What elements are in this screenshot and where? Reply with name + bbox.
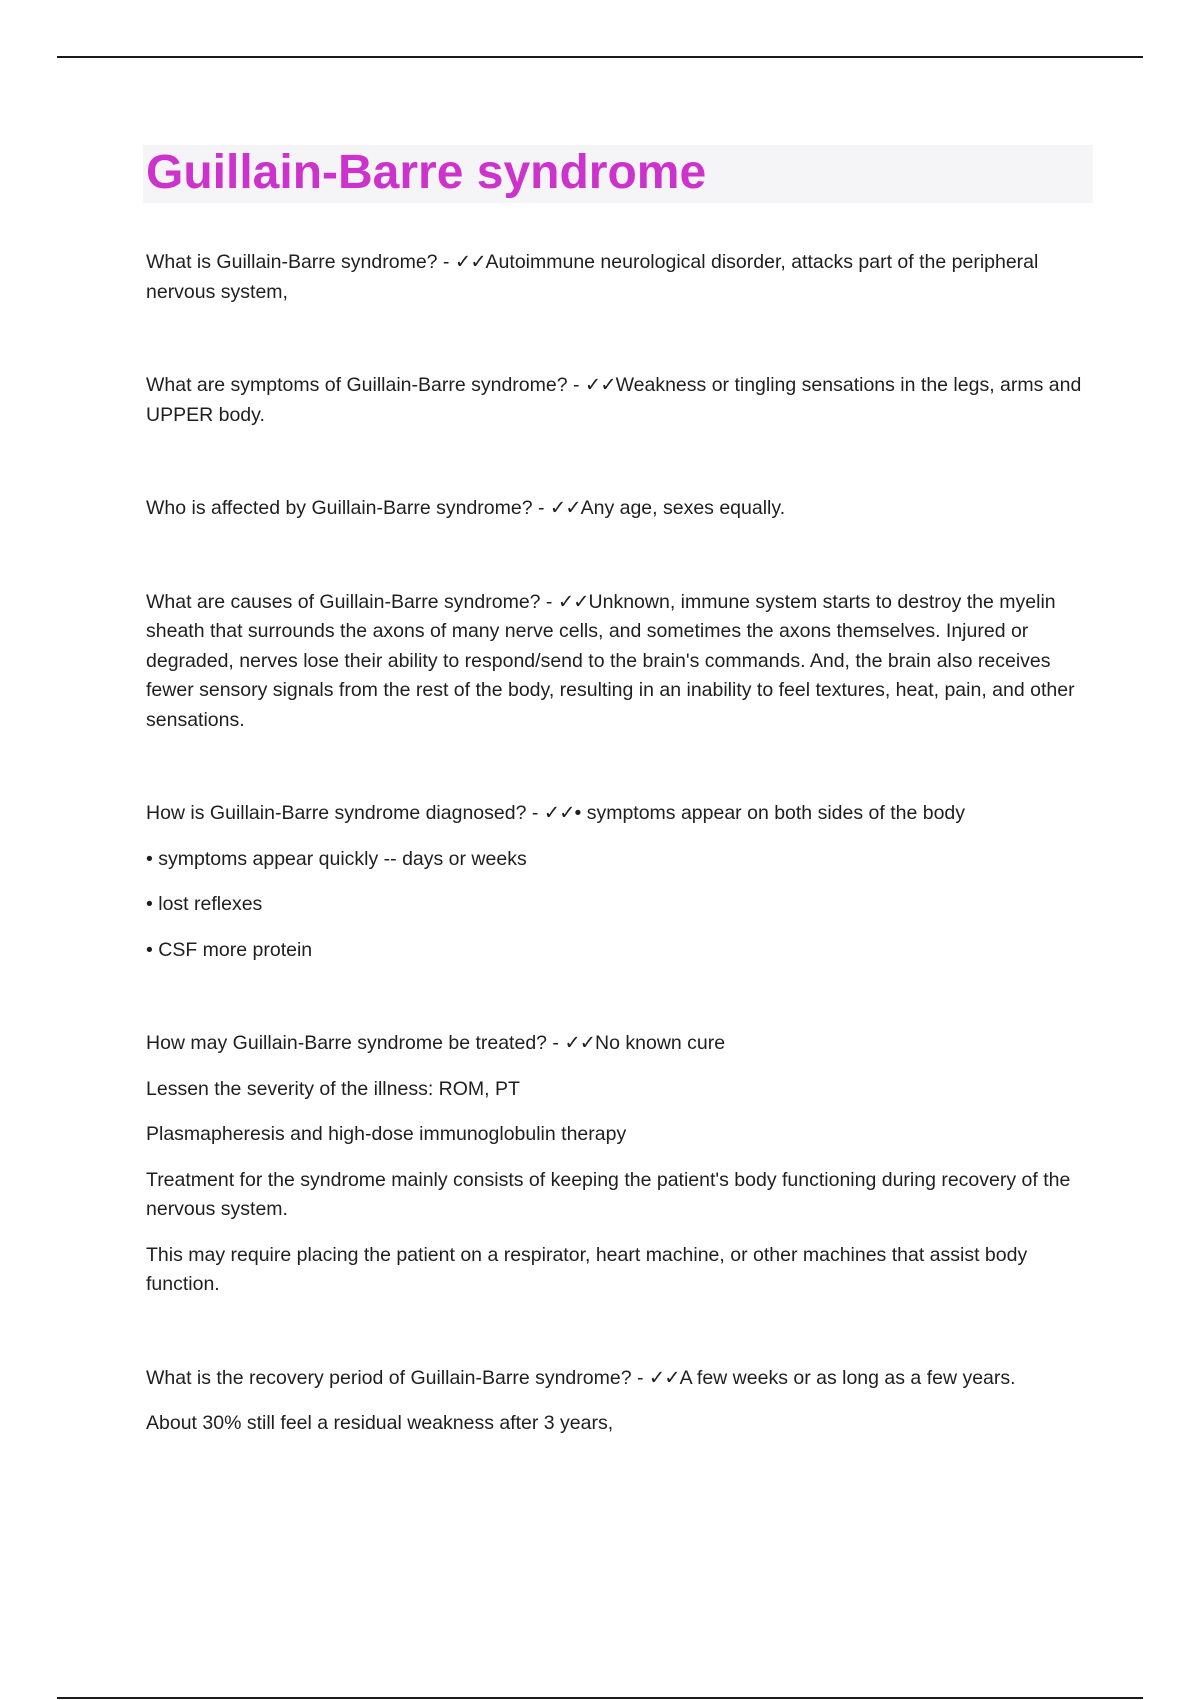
qa-line (146, 799, 1096, 829)
question-text: What is Guillain-Barre syndrome? - (146, 251, 455, 273)
qa-line (146, 1364, 1096, 1394)
answer-text: Weakness or tingling sensations in the legs, arms and UPPER body. (146, 374, 1082, 426)
question-text: How may Guillain-Barre syndrome be treated? - (146, 1032, 565, 1054)
answer-text: Autoimmune neurological disorder, attacks part of the peripheral nervous system, (146, 251, 1039, 303)
question-text: What are symptoms of Guillain-Barre syndrome? - (146, 374, 585, 396)
question-text: How is Guillain-Barre syndrome diagnosed? - (146, 802, 544, 824)
check-mark-icon: ✓✓ (543, 802, 575, 824)
check-mark-icon: ✓✓ (557, 590, 589, 613)
qa-line (146, 494, 1096, 524)
answer-continuation: Lessen the severity of the illness: ROM, PT (146, 1077, 520, 1100)
check-mark-icon: ✓✓ (564, 1032, 596, 1054)
check-mark-icon: ✓✓ (648, 1366, 680, 1389)
document-body (146, 248, 1096, 1503)
question-text: Who is affected by Guillain-Barre syndrome? - (146, 497, 550, 519)
question-text: What are causes of Guillain-Barre syndrome? - (146, 590, 558, 613)
qa-line (146, 248, 1096, 307)
question-text: What is the recovery period of Guillain-Barre syndrome? - (146, 1366, 649, 1389)
qa-item (146, 1029, 1096, 1300)
answer-continuation: Treatment for the syndrome mainly consists of keeping the patient's body functioning during recovery of the nervous system. (146, 1168, 1071, 1220)
qa-item (146, 799, 1096, 965)
bullet-line: • CSF more protein (146, 938, 313, 961)
bottom-rule (57, 1697, 1143, 1699)
answer-text: Unknown, immune system starts to destroy the myelin sheath that surrounds the axons of many nerve cells, and sometimes the axons themselves. Injured or degraded, nerves lose their ability to respond/send to the brain's commands. And, the brain also receives fewer sensory signals from the rest of the body, resulting in an inability to feel textures, heat, pain, and other sensations. (146, 590, 1075, 731)
answer-continuation: This may require placing the patient on a respirator, heart machine, or other machines that assist body function. (146, 1243, 1028, 1295)
qa-item (146, 588, 1096, 736)
answer-continuation: About 30% still feel a residual weakness after 3 years, (146, 1412, 614, 1434)
page-title: Guillain-Barre syndrome (146, 146, 707, 199)
check-mark-icon: ✓✓ (454, 251, 486, 273)
check-mark-icon: ✓✓ (584, 374, 616, 396)
top-rule (57, 56, 1143, 58)
qa-item (146, 248, 1096, 307)
qa-line (146, 588, 1096, 736)
qa-line (146, 371, 1096, 430)
answer-text: • symptoms appear on both sides of the body (574, 802, 966, 824)
bullet-line: • symptoms appear quickly -- days or weeks (146, 847, 527, 870)
qa-item (146, 371, 1096, 430)
qa-item (146, 494, 1096, 524)
check-mark-icon: ✓✓ (549, 497, 581, 519)
answer-continuation: Plasmapheresis and high-dose immunoglobulin therapy (146, 1123, 627, 1145)
answer-text: No known cure (595, 1032, 726, 1054)
bullet-line: • lost reflexes (146, 893, 263, 915)
answer-text: A few weeks or as long as a few years. (679, 1366, 1016, 1389)
qa-line (146, 1029, 1096, 1059)
qa-item (146, 1364, 1096, 1439)
answer-text: Any age, sexes equally. (580, 497, 786, 519)
